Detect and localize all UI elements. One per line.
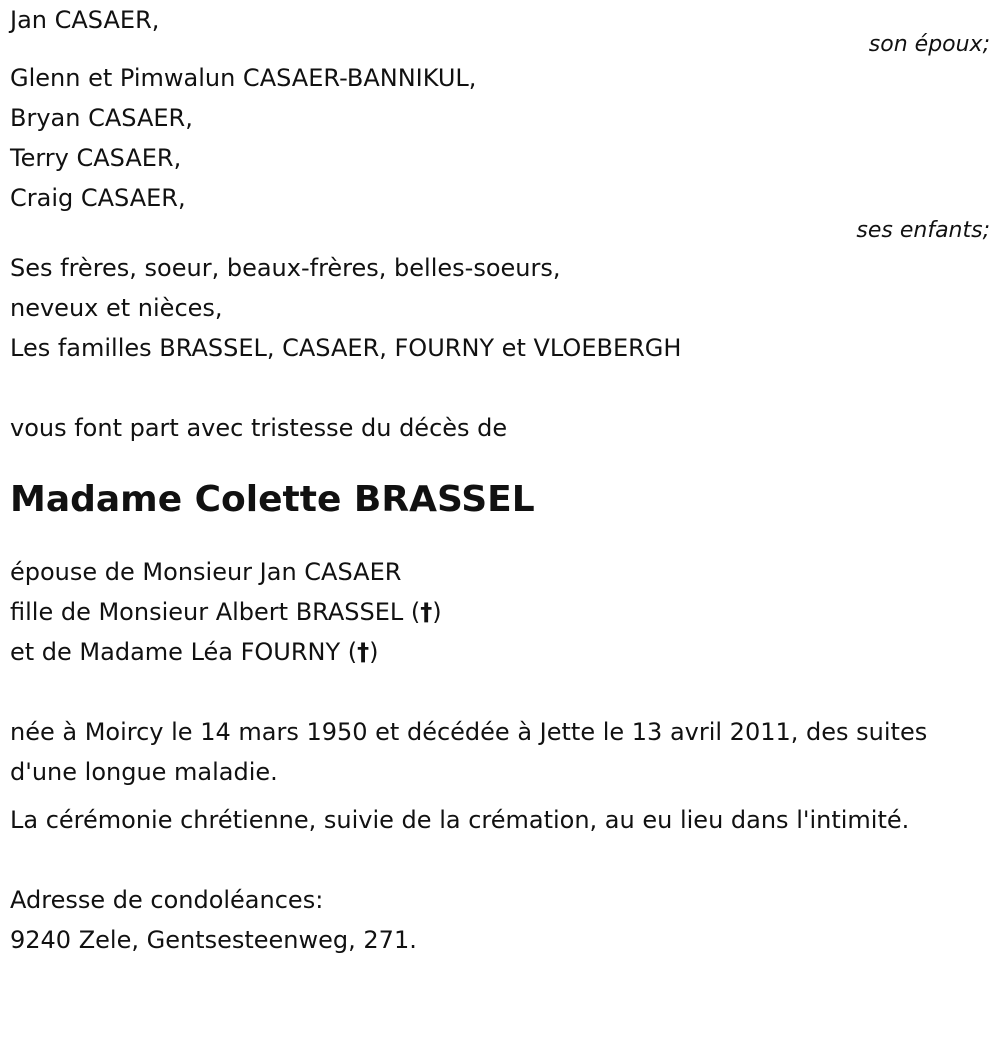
- relatives-line: Ses frères, soeur, beaux-frères, belles-soeurs,: [10, 254, 561, 282]
- spouse-block: [10, 0, 990, 60]
- cross-icon: †: [420, 598, 433, 626]
- mother-relation: [10, 632, 990, 672]
- spouse-name: Jan CASAER,: [10, 6, 160, 34]
- mother-close: ): [369, 638, 379, 666]
- children-block: [10, 58, 990, 246]
- father-text: fille de Monsieur Albert BRASSEL (: [10, 598, 421, 626]
- child-name: Glenn et Pimwalun CASAER-BANNIKUL,: [10, 64, 477, 92]
- deceased-name: Madame Colette BRASSEL: [10, 479, 535, 520]
- cross-icon: †: [357, 638, 370, 666]
- relatives-line: neveux et nièces,: [10, 294, 223, 322]
- relatives-block: [10, 248, 990, 368]
- father-relation: [10, 592, 990, 632]
- family-ties-block: [10, 552, 990, 672]
- child-name: Bryan CASAER,: [10, 104, 193, 132]
- condolences-label: Adresse de condoléances:: [10, 886, 324, 914]
- spouse-role: son époux;: [868, 32, 990, 57]
- birth-death-text: née à Moircy le 14 mars 1950 et décédée à Jette le 13 avril 2011, des suites d'une longue maladie.: [10, 718, 928, 786]
- condolences-address: 9240 Zele, Gentsesteenweg, 271.: [10, 926, 417, 954]
- obituary-notice: [10, 0, 990, 1044]
- child-name: Terry CASAER,: [10, 144, 182, 172]
- condolences-block: [10, 880, 990, 960]
- mother-text: et de Madame Léa FOURNY (: [10, 638, 358, 666]
- announcement-text: vous font part avec tristesse du décès de: [10, 414, 508, 442]
- child-name: Craig CASAER,: [10, 184, 186, 212]
- ceremony-text: La cérémonie chrétienne, suivie de la crémation, au eu lieu dans l'intimité.: [10, 806, 910, 834]
- children-role: ses enfants;: [856, 218, 990, 243]
- father-close: ): [432, 598, 442, 626]
- spouse-relation: épouse de Monsieur Jan CASAER: [10, 558, 402, 586]
- relatives-line: Les familles BRASSEL, CASAER, FOURNY et VLOEBERGH: [10, 334, 682, 362]
